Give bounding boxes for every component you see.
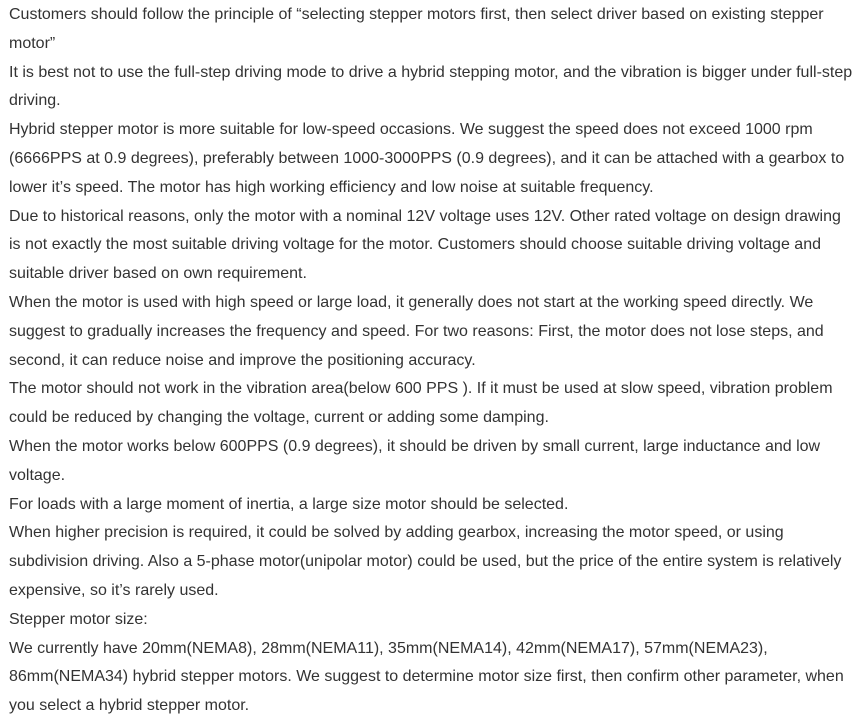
- article-body: [9, 1, 855, 721]
- paragraph-full-step: It is best not to use the full-step driving mode to drive a hybrid stepping motor, and the vibration is bigger under full-step driving.: [9, 63, 853, 110]
- paragraph-sizes: We currently have 20mm(NEMA8), 28mm(NEMA11), 35mm(NEMA14), 42mm(NEMA17), 57mm(NEMA23), 86mm(NEMA34) hybrid stepper motors. We suggest to determine motor size first, then confirm other parameter, when you select a hybrid stepper motor.: [9, 639, 844, 715]
- paragraph-precision: When higher precision is required, it could be solved by adding gearbox, increasing the motor speed, or using subdivision driving. Also a 5-phase motor(unipolar motor) could be used, but the price of the entire system is relatively expensive, so it’s rarely used.: [9, 524, 842, 599]
- paragraph-principle: Customers should follow the principle of “selecting stepper motors first, then select driver based on existing stepper motor”: [9, 6, 824, 52]
- paragraph-high-speed: When the motor is used with high speed or large load, it generally does not start at the working speed directly. We suggest to gradually increases the frequency and speed. For two reasons: First, the motor does not lose steps, and second, it can reduce noise and improve the positioning accuracy.: [9, 293, 824, 369]
- paragraph-voltage: Due to historical reasons, only the motor with a nominal 12V voltage uses 12V. Other rated voltage on design drawing is not exactly the most suitable driving voltage for the motor. Customers should choose suitable driving voltage and suitable driver based on own requirement.: [9, 207, 841, 283]
- paragraph-below-600pps: When the motor works below 600PPS (0.9 degrees), it should be driven by small current, large inductance and low voltage.: [9, 437, 821, 484]
- paragraph-inertia: For loads with a large moment of inertia, a large size motor should be selected.: [9, 495, 569, 513]
- paragraph-size-heading: Stepper motor size:: [9, 610, 148, 628]
- paragraph-low-speed: Hybrid stepper motor is more suitable for low-speed occasions. We suggest the speed does not exceed 1000 rpm (6666PPS at 0.9 degrees), preferably between 1000-3000PPS (0.9 degrees), and it can be attached with a gearbox to lower it’s speed. The motor has high working efficiency and low noise at suitable frequency.: [9, 121, 845, 196]
- paragraph-vibration-area: The motor should not work in the vibration area(below 600 PPS ). If it must be used at slow speed, vibration problem could be reduced by changing the voltage, current or adding some damping.: [9, 380, 833, 427]
